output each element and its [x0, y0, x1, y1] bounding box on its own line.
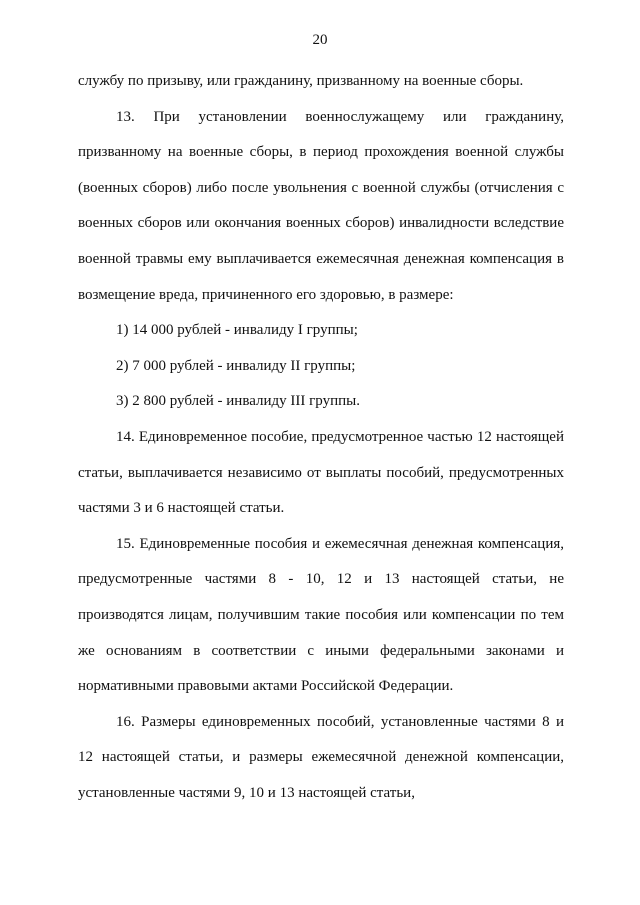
- document-body: [78, 64, 564, 811]
- paragraph-14: 14. Единовременное пособие, предусмотренное частью 12 настоящей статьи, выплачивается независимо от выплаты пособий, предусмотренных частями 3 и 6 настоящей статьи.: [78, 428, 564, 517]
- page-number: 20: [312, 32, 328, 48]
- list-item-2: 2) 7 000 рублей - инвалиду II группы;: [116, 357, 356, 374]
- paragraph-15: 15. Единовременные пособия и ежемесячная денежная компенсация, предусмотренные частями 8 - 10, 12 и 13 настоящей статьи, не производятся лицам, получившим такие пособия или компенсации по тем же основаниям в соответствии с иными федеральными законами и нормативными правовыми актами Российской Федерации.: [78, 535, 564, 695]
- paragraph-16: 16. Размеры единовременных пособий, установленные частями 8 и 12 настоящей статьи, и размеры ежемесячной денежной компенсации, установленные частями 9, 10 и 13 настоящей статьи,: [78, 713, 564, 801]
- paragraph-continuation: службу по призыву, или гражданину, призванному на военные сборы.: [78, 73, 524, 89]
- paragraph-13: 13. При установлении военнослужащему или гражданину, призванному на военные сборы, в период прохождения военной службы (военных сборов) либо после увольнения с военной службы (отчисления с военных сборов или окончания военных сборов) инвалидности вследствие военной травмы ему выплачивается ежемесячная денежная компенсация в возмещение вреда, причиненного его здоровью, в размере:: [78, 108, 564, 303]
- list-item-1: 1) 14 000 рублей - инвалиду I группы;: [116, 322, 358, 339]
- list-item-3: 3) 2 800 рублей - инвалиду III группы.: [116, 393, 360, 410]
